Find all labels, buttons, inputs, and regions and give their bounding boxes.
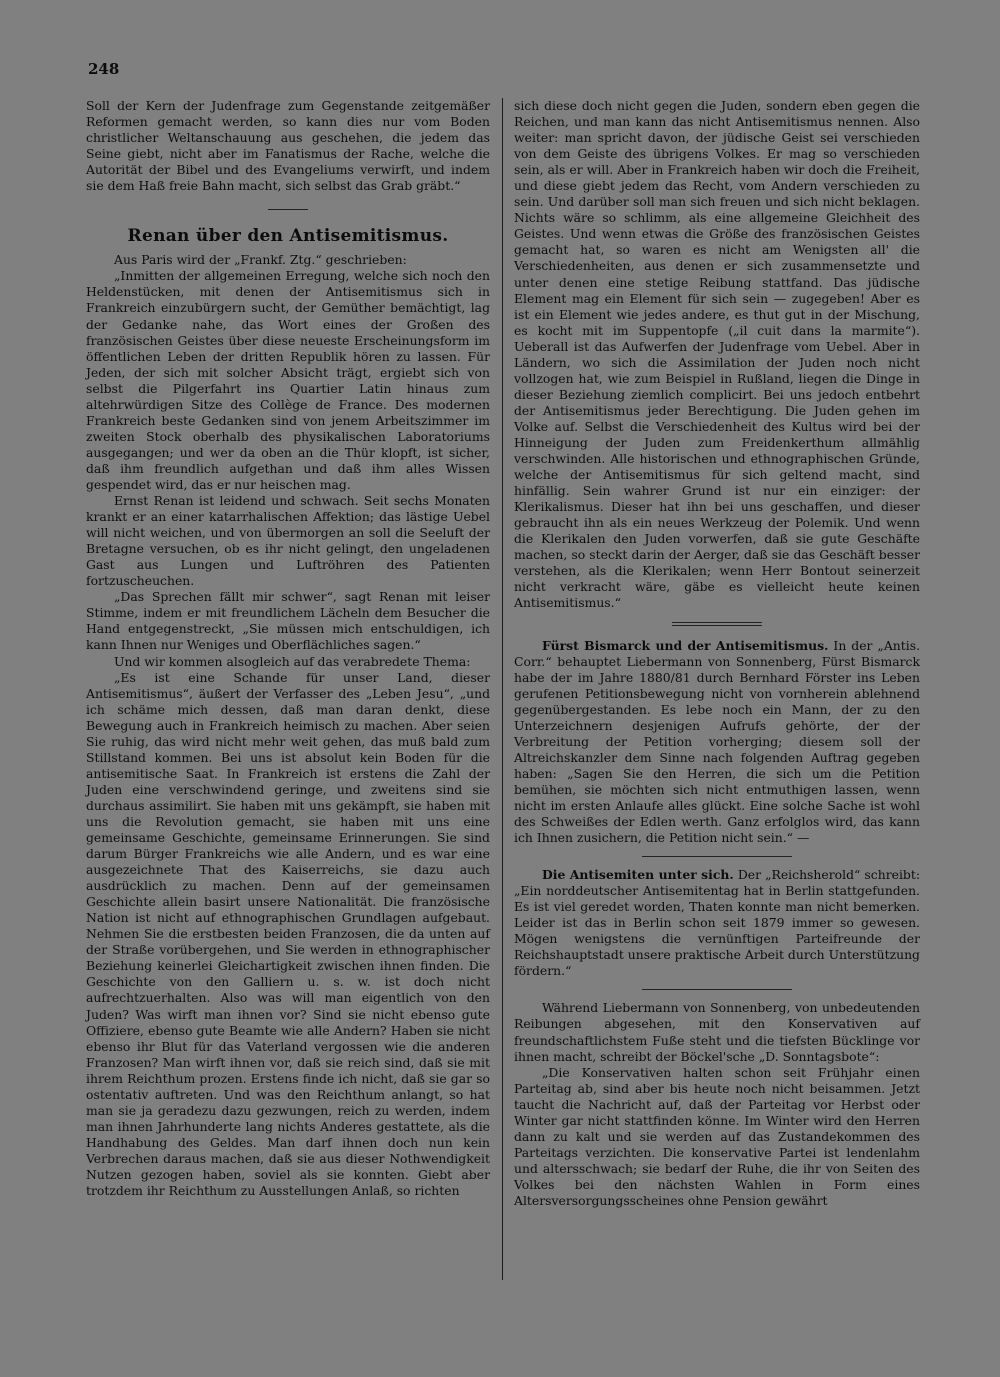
news-item-konservative: Während Liebermann von Sonnenberg, von unbedeutenden Reibungen abgesehen, mit den Konservativen auf freundschaftlichstem Fuße steht und die tiefsten Bücklinge vor ihnen macht, schreibt der Böckel'sche „D. Sonntagsbote“: — [514, 1000, 920, 1064]
quote-paragraph: „Die Konservativen halten schon seit Frühjahr einen Parteitag ab, sind aber bis heute noch nicht beisammen. Jetzt taucht die Nachricht auf, daß der Parteitag vor Herbst oder Winter gar nicht stattfinden könne. Im Winter wird den Herren dann zu kalt und sie werden auf das Zustandekommen des Parteitags verzichten. Die konservative Partei ist lendenlahm und altersschwach; sie bedarf der Ruhe, die ihr von Seiten des Volkes bei den nächsten Wahlen in Form eines Altersversorgungsscheines ohne Pension gewährt — [514, 1064, 920, 1208]
left-column — [86, 98, 490, 1199]
news-item-heading: Die Antisemiten unter sich. — [542, 867, 734, 883]
paragraph: „Inmitten der allgemeinen Erregung, welche sich noch den Heldenstücken, mit denen der Antisemitismus sich in Frankreich einzubürgern sucht, der Gemüther bemächtigt, lag der Gedanke nahe, das Wort eines der Großen des französischen Geistes über diese neueste Erscheinungsform im öffentlichen Leben der dritten Republik hören zu lassen. Für Jeden, der sich mit solcher Absicht trägt, ergiebt sich von selbst die Pilgerfahrt ins Quartier Latin hinaus zum altehrwürdigen Sitze des Collège de France. Des modernen Frankreich beste Gedanken sind von jenem Arbeitszimmer im zweiten Stock oberhalb des physikalischen Laboratoriums ausgegangen; und wer da oben an die Thür klopft, ist sicher, daß ihm freundlich aufgethan und daß ihm alles Wissen gespendet wird, das er nur heischen mag. — [86, 268, 490, 492]
right-column — [514, 98, 920, 1209]
news-item-heading: Fürst Bismarck und der Antisemitismus. — [542, 637, 829, 653]
section-divider — [268, 209, 308, 210]
news-item-body: Der „Reichsherold“ schreibt: „Ein norddeutscher Antisemitentag hat in Berlin stattgefunden. Es ist viel geredet worden, Thaten konnte man nicht bemerken. Leider ist das in Berlin schon seit 1879 immer so gewesen. Mögen wenigstens die vernünftigen Parteifreunde der Reichshauptstadt unsere praktische Arbeit durch Unterstützung fördern.“ — [514, 867, 920, 979]
page-number: 248 — [88, 60, 120, 78]
column-divider — [502, 98, 503, 1280]
intro-paragraph: Soll der Kern der Judenfrage zum Gegenstande zeitgemäßer Reformen gemacht werden, so kann dies nur vom Boden christlicher Weltanschauung aus geschehen, die jedem das Seine giebt, nicht aber im Fanatismus der Rache, welche die Autorität der Bibel und des Evangeliums verwirft, und indem sie dem Haß freie Bahn macht, sich selbst das Grab gräbt.“ — [86, 98, 490, 194]
news-item-antisemiten — [514, 867, 920, 979]
paragraph: „Das Sprechen fällt mir schwer“, sagt Renan mit leiser Stimme, indem er mit freundlichem Lächeln dem Besucher die Hand entgegenstreckt, „Sie müssen mich entschuldigen, ich kann Ihnen nur Weniges und Oberflächliches sagen.“ — [86, 589, 490, 653]
news-item-body: In der „Antis. Corr.“ behauptet Liebermann von Sonnenberg, Fürst Bismarck habe der im Jahre 1880/81 durch Bernhard Förster ins Leben gerufenen Petitionsbewegung nicht von vornherein ablehnend gegenübergestanden. Es lebe noch ein Mann, der zu den Unterzeichnern desjenigen Aufrufs gehörte, der der Verbreitung der Petition vorherging; diesem soll der Altreichskanzler dem Sinne nach folgenden Auftrag gegeben haben: „Sagen Sie den Herren, die sich um die Petition bemühen, sie möchten sich nicht entmuthigen lassen, wenn nicht im ersten Anlaufe alles glückt. Eine solche Sache ist wohl des Schweißes der Edlen werth. Ganz erfolglos wird, das kann ich Ihnen zusichern, die Petition nicht sein.“ — — [514, 637, 921, 846]
paragraph: Und wir kommen alsogleich auf das verabredete Thema: — [114, 653, 471, 669]
paragraph: sich diese doch nicht gegen die Juden, sondern eben gegen die Reichen, und man kann das nicht Antisemitismus nennen. Also weiter: man spricht davon, der jüdische Geist sei verschieden von dem Geiste des übrigens Volkes. Er mag so verschieden sein, als er will. Aber in Frankreich haben wir doch die Freiheit, und diese giebt jedem das Recht, vom Andern verschieden zu sein. Und darüber soll man sich freuen und sich nicht beklagen. Nichts wäre so schlimm, als eine allgemeine Gleichheit des Geistes. Und wenn etwas die Größe des französischen Geistes gemacht hat, so waren es nicht am Wenigsten all' die Verschiedenheiten, aus denen er sich zusammensetzte und unter denen eine stetige Reibung stattfand. Das jüdische Element mag ein Element für sich sein — zugegeben! Aber es ist ein Element wie jedes andere, es thut gut in der Mischung, es kocht mit im Suppentopfe („il cuit dans la marmite“). Ueberall ist das Aufwerfen der Judenfrage vom Uebel. Aber in Ländern, wo sich die Assimilation der Juden noch nicht vollzogen hat, wie zum Beispiel in Rußland, liegen die Dinge in dieser Beziehung ziemlich complicirt. Bei uns jedoch entbehrt der Antisemitismus jeder Berechtigung. Die Juden gehen im Volke auf. Selbst die Verschiedenheit des Kultus wird bei der Hinneigung der Juden zum Freidenkerthum allmählig verschwinden. Alle historischen und ethnographischen Gründe, welche der Antisemitismus für sich geltend macht, sind hinfällig. Sein wahrer Grund ist nur ein einziger: der Klerikalismus. Dieser hat ihn bei uns geschaffen, und dieser gebraucht ihn als ein neues Werkzeug der Polemik. Und wenn die Klerikalen den Juden vorwerfen, daß sie gute Geschäfte machen, so steckt darin der Aerger, daß sie das Geschäft besser verstehen, als die Klerikalen; wenn Herr Bontout seinerzeit nicht verkracht wäre, gäbe es vielleicht heute keinen Antisemitismus.“ — [514, 98, 920, 611]
news-item-bismarck — [514, 638, 920, 847]
paragraph: „Es ist eine Schande für unser Land, dieser Antisemitismus“, äußert der Verfasser des „Leben Jesu“, „und ich schäme mich dessen, daß man daran denkt, diese Bewegung auch in Frankreich heimisch zu machen. Aber seien Sie ruhig, das wird nicht mehr weit gehen, das muß bald zum Stillstand kommen. Bei uns ist absolut kein Boden für die antisemitische Saat. In Frankreich ist erstens die Zahl der Juden eine verschwindend geringe, und zweitens sind sie durchaus assimilirt. Sie haben mit uns gekämpft, sie haben mit uns die Revolution gemacht, sie haben mit uns eine gemeinsame Geschichte, gemeinsame Erinnerungen. Sie sind darum Bürger Frankreichs wie alle Andern, und es war eine ausgezeichnete That des Kaiserreichs, sie dazu auch ausdrücklich zu machen. Denn auf der gemeinsamen Geschichte allein basirt unsere Nationalität. Die französische Nation ist nicht auf ethnographischen Grundlagen aufgebaut. Nehmen Sie die erstbesten beiden Franzosen, die da unten auf der Straße vorübergehen, und Sie werden in ethnographischer Beziehung keinerlei Gleichartigkeit zwischen ihnen finden. Die Geschichte von den Galliern u. s. w. ist doch nicht aufrechtzuerhalten. Also was will man eigentlich von den Juden? Was wirft man ihnen vor? Sind sie nicht ebenso gute Offiziere, ebenso gute Beamte wie alle Andern? Haben sie nicht ebenso ihr Blut für das Vaterland vergossen wie die anderen Franzosen? Man wirft ihnen vor, daß sie reich sind, daß sie mit ihrem Reichthum prozen. Erstens finde ich nicht, daß sie gar so ostentativ auftreten. Und was den Reichthum anlangt, so hat man sie ja geradezu dazu gezwungen, reich zu werden, indem man ihnen Jahrhunderte lang nichts Anderes gestattete, als die Handhabung des Geldes. Man darf ihnen doch nun kein Verbrechen daraus machen, daß sie aus dieser Nothwendigkeit Nutzen gezogen haben, soviel als sie konnten. Giebt aber trotzdem ihr Reichthum zu Ausstellungen Anlaß, so richten — [86, 669, 490, 1199]
section-divider — [642, 856, 792, 857]
section-divider — [672, 622, 762, 626]
article-title: Renan über den Antisemitismus. — [127, 226, 449, 247]
paragraph: Aus Paris wird der „Frankf. Ztg.“ geschrieben: — [114, 252, 407, 268]
section-divider — [642, 989, 792, 990]
paragraph: Ernst Renan ist leidend und schwach. Seit sechs Monaten krankt er an einer katarrhalischen Affektion; das lästige Uebel will nicht weichen, und von übermorgen an soll die Seeluft der Bretagne versuchen, ob es ihr nicht gelingt, den ungeladenen Gast aus Lungen und Luftröhren des Patienten fortzuscheuchen. — [86, 493, 490, 589]
